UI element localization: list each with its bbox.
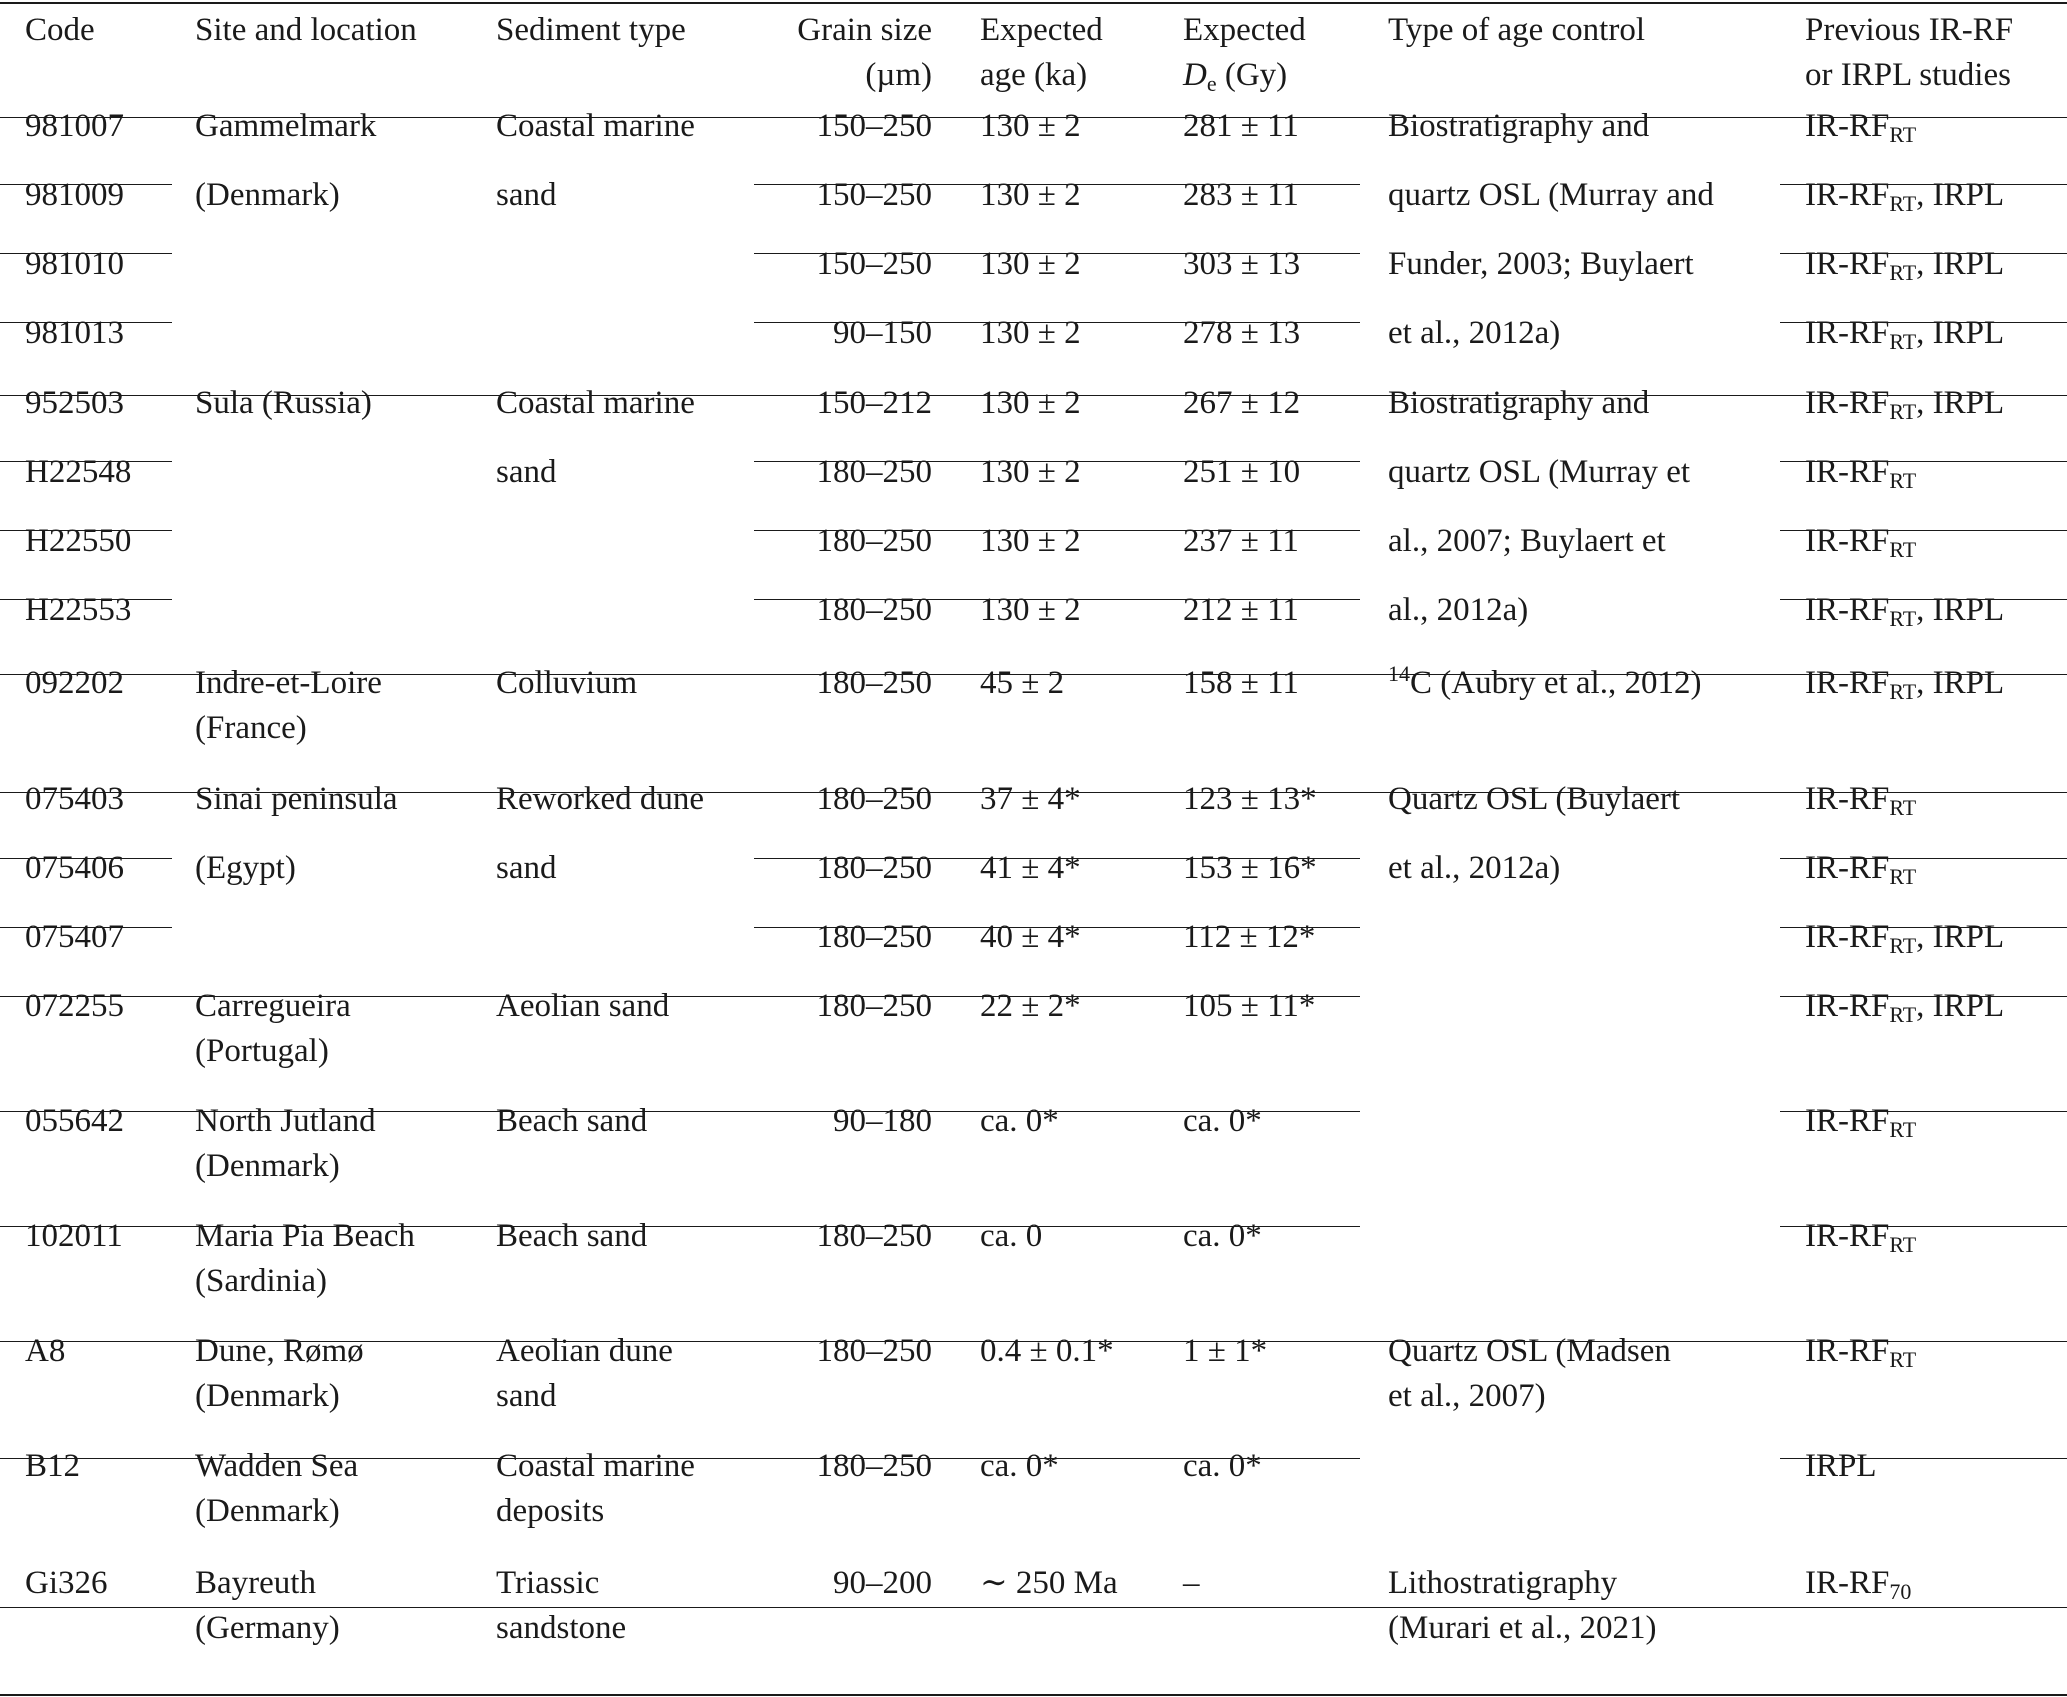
cell-site-location: Indre-et-Loire xyxy=(195,665,382,701)
cell-expected-age: 130 ± 2 xyxy=(980,246,1081,282)
age-control-text: Biostratigraphy and xyxy=(1388,108,1650,144)
cell-age-control xyxy=(1388,381,1649,426)
cell-previous-studies xyxy=(1805,915,2004,960)
cell-expected-age: 37 ± 4* xyxy=(980,781,1081,817)
cell-expected-age: 22 ± 2* xyxy=(980,988,1081,1024)
cell-expected-age: 130 ± 2 xyxy=(980,177,1081,213)
cell-expected-de: 251 ± 10 xyxy=(1183,454,1301,490)
prev-method: IR-RF xyxy=(1805,988,1890,1024)
cell-code: 981007 xyxy=(25,108,124,144)
cell-expected-age: 130 ± 2 xyxy=(980,592,1081,628)
prev-method-subscript: RT xyxy=(1889,933,1917,958)
header-prev-line1: Previous IR-RF xyxy=(1805,12,2014,48)
cell-expected-age: ca. 0* xyxy=(980,1103,1059,1139)
cell-previous-studies xyxy=(1805,381,2004,426)
age-control-text: Funder, 2003; Buylaert xyxy=(1388,246,1694,282)
cell-previous-studies xyxy=(1805,1099,1916,1144)
cell-previous-studies xyxy=(1805,661,2004,706)
cell-grain-size: 90–180 xyxy=(833,1103,932,1139)
cell-expected-de: 158 ± 11 xyxy=(1183,665,1299,701)
cell-grain-size: 180–250 xyxy=(816,781,932,817)
cell-grain-size: 150–250 xyxy=(816,177,932,213)
cell-expected-de: 112 ± 12* xyxy=(1183,919,1316,955)
header-de-symbol: D xyxy=(1183,57,1207,93)
cell-age-control xyxy=(1388,104,1649,149)
cell-grain-size: 180–250 xyxy=(816,988,932,1024)
prev-method-subscript: 70 xyxy=(1889,1579,1912,1604)
cell-expected-age: ca. 0* xyxy=(980,1448,1059,1484)
prev-method: IR-RF xyxy=(1805,454,1890,490)
rule-bottom xyxy=(0,1694,2067,1696)
header-de-line2 xyxy=(1183,53,1287,98)
cell-age-control xyxy=(1388,450,1690,495)
prev-method: IRPL xyxy=(1805,1448,1877,1484)
cell-previous-studies xyxy=(1805,846,1916,891)
cell-sediment-type: Triassic xyxy=(496,1565,600,1601)
cell-code: 075407 xyxy=(25,919,124,955)
header-de-line1: Expected xyxy=(1183,12,1306,48)
cell-site-location: (Egypt) xyxy=(195,850,296,886)
prev-method-subscript: RT xyxy=(1889,795,1917,820)
prev-method-extra: , IRPL xyxy=(1916,592,2005,628)
cell-code: 981010 xyxy=(25,246,124,282)
cell-code: 952503 xyxy=(25,385,124,421)
cell-age-control xyxy=(1388,1329,1671,1374)
age-control-text: et al., 2012a) xyxy=(1388,850,1561,886)
cell-expected-age: ∼ 250 Ma xyxy=(980,1565,1118,1601)
cell-grain-size: 180–250 xyxy=(816,850,932,886)
prev-method-extra: , IRPL xyxy=(1916,385,2005,421)
cell-site-location: (France) xyxy=(195,710,307,746)
cell-site-location: (Denmark) xyxy=(195,1148,340,1184)
cell-age-control xyxy=(1388,519,1666,564)
prev-method: IR-RF xyxy=(1805,1565,1890,1601)
cell-sediment-type: sand xyxy=(496,1378,557,1414)
rule-top xyxy=(0,2,2067,4)
cell-code: H22553 xyxy=(25,592,132,628)
prev-method-subscript: RT xyxy=(1889,1232,1917,1257)
cell-site-location: Carregueira xyxy=(195,988,351,1024)
age-control-text: Lithostratigraphy xyxy=(1388,1565,1618,1601)
cell-expected-de: 267 ± 12 xyxy=(1183,385,1301,421)
cell-expected-de: 303 ± 13 xyxy=(1183,246,1301,282)
cell-site-location: (Sardinia) xyxy=(195,1263,327,1299)
cell-age-control xyxy=(1388,1606,1657,1651)
cell-grain-size: 180–250 xyxy=(816,665,932,701)
prev-method-extra: , IRPL xyxy=(1916,988,2005,1024)
prev-method: IR-RF xyxy=(1805,850,1890,886)
cell-sediment-type: sandstone xyxy=(496,1610,627,1646)
age-control-text: quartz OSL (Murray and xyxy=(1388,177,1714,213)
cell-sediment-type: Coastal marine xyxy=(496,1448,695,1484)
cell-previous-studies xyxy=(1805,1561,1911,1606)
prev-method-subscript: RT xyxy=(1889,329,1917,354)
prev-method: IR-RF xyxy=(1805,385,1890,421)
cell-age-control xyxy=(1388,242,1694,287)
cell-sediment-type: Coastal marine xyxy=(496,108,695,144)
cell-expected-age: 130 ± 2 xyxy=(980,454,1081,490)
age-control-text: quartz OSL (Murray et xyxy=(1388,454,1691,490)
cell-code: 092202 xyxy=(25,665,124,701)
prev-method-extra: , IRPL xyxy=(1916,177,2005,213)
cell-expected-de: 278 ± 13 xyxy=(1183,315,1301,351)
prev-method-subscript: RT xyxy=(1889,1347,1917,1372)
cell-grain-size: 150–212 xyxy=(816,385,932,421)
age-control-text: al., 2012a) xyxy=(1388,592,1529,628)
prev-method-subscript: RT xyxy=(1889,606,1917,631)
cell-previous-studies xyxy=(1805,1214,1916,1259)
prev-method-subscript: RT xyxy=(1889,679,1917,704)
cell-expected-age: 0.4 ± 0.1* xyxy=(980,1333,1114,1369)
cell-sediment-type: Coastal marine xyxy=(496,385,695,421)
cell-grain-size: 150–250 xyxy=(816,108,932,144)
cell-site-location: Sula (Russia) xyxy=(195,385,372,421)
cell-age-control xyxy=(1388,311,1560,356)
prev-method-subscript: RT xyxy=(1889,1117,1917,1142)
cell-expected-de: 105 ± 11* xyxy=(1183,988,1316,1024)
prev-method: IR-RF xyxy=(1805,781,1890,817)
age-control-text: Quartz OSL (Madsen xyxy=(1388,1333,1671,1369)
prev-method: IR-RF xyxy=(1805,108,1890,144)
cell-grain-size: 90–200 xyxy=(833,1565,932,1601)
cell-previous-studies xyxy=(1805,311,2004,356)
cell-expected-age: 45 ± 2 xyxy=(980,665,1065,701)
cell-code: A8 xyxy=(25,1333,66,1369)
prev-method-subscript: RT xyxy=(1889,122,1917,147)
age-control-text: et al., 2007) xyxy=(1388,1378,1546,1414)
cell-code: H22548 xyxy=(25,454,132,490)
cell-code: B12 xyxy=(25,1448,81,1484)
age-control-text: Biostratigraphy and xyxy=(1388,385,1650,421)
cell-previous-studies xyxy=(1805,1329,1916,1374)
cell-grain-size: 150–250 xyxy=(816,246,932,282)
cell-expected-de: 153 ± 16* xyxy=(1183,850,1317,886)
prev-method: IR-RF xyxy=(1805,592,1890,628)
cell-sediment-type: Beach sand xyxy=(496,1218,648,1254)
header-code: Code xyxy=(25,12,95,48)
prev-method: IR-RF xyxy=(1805,1218,1890,1254)
header-age-line2: age (ka) xyxy=(980,57,1088,93)
prev-method-extra: , IRPL xyxy=(1916,315,2005,351)
prev-method-subscript: RT xyxy=(1889,468,1917,493)
cell-expected-age: 130 ± 2 xyxy=(980,523,1081,559)
cell-previous-studies xyxy=(1805,777,1916,822)
age-control-text: Quartz OSL (Buylaert xyxy=(1388,781,1681,817)
cell-code: 981013 xyxy=(25,315,124,351)
cell-site-location: (Denmark) xyxy=(195,1378,340,1414)
header-grain-line1: Grain size xyxy=(797,12,932,48)
cell-age-control xyxy=(1388,588,1528,633)
cell-code: 072255 xyxy=(25,988,124,1024)
cell-expected-de: 283 ± 11 xyxy=(1183,177,1299,213)
cell-site-location: North Jutland xyxy=(195,1103,376,1139)
prev-method-subscript: RT xyxy=(1889,1002,1917,1027)
prev-method-extra: , IRPL xyxy=(1916,665,2005,701)
cell-grain-size: 180–250 xyxy=(816,454,932,490)
cell-expected-de: 237 ± 11 xyxy=(1183,523,1299,559)
prev-method-extra: , IRPL xyxy=(1916,246,2005,282)
prev-method-subscript: RT xyxy=(1889,399,1917,424)
cell-previous-studies xyxy=(1805,104,1916,149)
cell-site-location: (Denmark) xyxy=(195,177,340,213)
cell-code: Gi326 xyxy=(25,1565,108,1601)
cell-code: 075403 xyxy=(25,781,124,817)
cell-code: 075406 xyxy=(25,850,124,886)
age-control-text: et al., 2012a) xyxy=(1388,315,1561,351)
prev-method-subscript: RT xyxy=(1889,537,1917,562)
cell-previous-studies xyxy=(1805,588,2004,633)
prev-method: IR-RF xyxy=(1805,246,1890,282)
cell-previous-studies xyxy=(1805,1444,1877,1489)
prev-method-subscript: RT xyxy=(1889,864,1917,889)
cell-site-location: (Denmark) xyxy=(195,1493,340,1529)
header-grain-line2: (µm) xyxy=(865,57,932,93)
cell-expected-de: ca. 0* xyxy=(1183,1448,1262,1484)
cell-grain-size: 180–250 xyxy=(816,1448,932,1484)
cell-site-location: Bayreuth xyxy=(195,1565,316,1601)
prev-method: IR-RF xyxy=(1805,1103,1890,1139)
cell-previous-studies xyxy=(1805,984,2004,1029)
cell-grain-size: 180–250 xyxy=(816,919,932,955)
cell-sediment-type: Aeolian sand xyxy=(496,988,670,1024)
cell-age-control xyxy=(1388,1561,1617,1606)
cell-age-control xyxy=(1388,777,1680,822)
cell-code: H22550 xyxy=(25,523,132,559)
header-site: Site and location xyxy=(195,12,417,48)
cell-sediment-type: Aeolian dune xyxy=(496,1333,673,1369)
cell-site-location: Wadden Sea xyxy=(195,1448,359,1484)
cell-sediment-type: Reworked dune xyxy=(496,781,705,817)
age-control-text: C (Aubry et al., 2012) xyxy=(1410,665,1702,701)
cell-expected-de: 123 ± 13* xyxy=(1183,781,1317,817)
cell-expected-age: ca. 0 xyxy=(980,1218,1043,1254)
prev-method: IR-RF xyxy=(1805,1333,1890,1369)
prev-method: IR-RF xyxy=(1805,919,1890,955)
cell-sediment-type: Colluvium xyxy=(496,665,638,701)
cell-expected-de: ca. 0* xyxy=(1183,1103,1262,1139)
header-control: Type of age control xyxy=(1388,12,1646,48)
cell-grain-size: 90–150 xyxy=(833,315,932,351)
cell-code: 981009 xyxy=(25,177,124,213)
cell-age-control xyxy=(1388,173,1714,218)
cell-expected-age: 40 ± 4* xyxy=(980,919,1081,955)
cell-previous-studies xyxy=(1805,242,2004,287)
cell-expected-de: 212 ± 11 xyxy=(1183,592,1299,628)
cell-grain-size: 180–250 xyxy=(816,523,932,559)
cell-code: 102011 xyxy=(25,1218,123,1254)
cell-sediment-type: sand xyxy=(496,454,557,490)
cell-previous-studies xyxy=(1805,173,2004,218)
prev-method: IR-RF xyxy=(1805,523,1890,559)
cell-sediment-type: deposits xyxy=(496,1493,605,1529)
prev-method-extra: , IRPL xyxy=(1916,919,2005,955)
header-sediment: Sediment type xyxy=(496,12,686,48)
cell-site-location: Dune, Rømø xyxy=(195,1333,364,1369)
isotope-superscript: 14 xyxy=(1388,661,1410,686)
cell-sediment-type: sand xyxy=(496,850,557,886)
cell-expected-age: 130 ± 2 xyxy=(980,385,1081,421)
cell-site-location: Maria Pia Beach xyxy=(195,1218,415,1254)
age-control-text: al., 2007; Buylaert et xyxy=(1388,523,1666,559)
header-de-unit: (Gy) xyxy=(1216,57,1288,93)
cell-site-location: (Germany) xyxy=(195,1610,340,1646)
cell-expected-de: 281 ± 11 xyxy=(1183,108,1299,144)
cell-site-location: Sinai peninsula xyxy=(195,781,398,817)
cell-age-control xyxy=(1388,846,1560,891)
cell-sediment-type: Beach sand xyxy=(496,1103,648,1139)
prev-method: IR-RF xyxy=(1805,665,1890,701)
age-control-text: (Murari et al., 2021) xyxy=(1388,1610,1657,1646)
cell-sediment-type: sand xyxy=(496,177,557,213)
header-de-subscript: e xyxy=(1206,71,1217,96)
cell-site-location: (Portugal) xyxy=(195,1033,329,1069)
cell-expected-age: 41 ± 4* xyxy=(980,850,1081,886)
cell-previous-studies xyxy=(1805,519,1916,564)
cell-previous-studies xyxy=(1805,450,1916,495)
prev-method-subscript: RT xyxy=(1889,191,1917,216)
cell-expected-de: – xyxy=(1183,1565,1200,1601)
prev-method: IR-RF xyxy=(1805,177,1890,213)
cell-expected-de: 1 ± 1* xyxy=(1183,1333,1268,1369)
cell-expected-age: 130 ± 2 xyxy=(980,108,1081,144)
cell-code: 055642 xyxy=(25,1103,124,1139)
header-age-line1: Expected xyxy=(980,12,1103,48)
prev-method-subscript: RT xyxy=(1889,260,1917,285)
cell-age-control xyxy=(1388,1374,1546,1419)
cell-grain-size: 180–250 xyxy=(816,1218,932,1254)
cell-age-control xyxy=(1388,661,1701,706)
cell-expected-de: ca. 0* xyxy=(1183,1218,1262,1254)
header-prev-line2: or IRPL studies xyxy=(1805,57,2011,93)
prev-method: IR-RF xyxy=(1805,315,1890,351)
cell-site-location: Gammelmark xyxy=(195,108,377,144)
cell-expected-age: 130 ± 2 xyxy=(980,315,1081,351)
cell-grain-size: 180–250 xyxy=(816,592,932,628)
cell-grain-size: 180–250 xyxy=(816,1333,932,1369)
